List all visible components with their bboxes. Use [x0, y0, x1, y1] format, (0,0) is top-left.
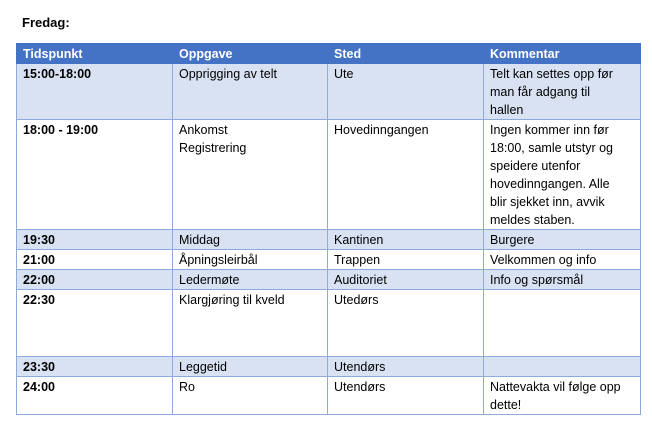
- time-cell: 19:30: [17, 230, 173, 250]
- comment-line: Info og spørsmål: [490, 273, 584, 287]
- task-cell: [173, 64, 328, 120]
- comment-line: meldes staben.: [490, 213, 575, 227]
- task-line: Middag: [179, 233, 220, 247]
- header-row: [17, 44, 641, 64]
- task-cell: [173, 120, 328, 230]
- comment-line: man får adgang til: [490, 85, 591, 99]
- task-line: Opprigging av telt: [179, 67, 277, 81]
- table-row: [17, 270, 641, 290]
- task-line: Ankomst: [179, 123, 228, 137]
- comment-line: 18:00, samle utstyr og: [490, 141, 613, 155]
- column-header-comment: Kommentar: [484, 44, 641, 64]
- comment-line: Ingen kommer inn før: [490, 123, 609, 137]
- comment-cell: [484, 120, 641, 230]
- time-cell: 21:00: [17, 250, 173, 270]
- task-line: Klargjøring til kveld: [179, 293, 285, 307]
- comment-line: Burgere: [490, 233, 535, 247]
- column-header-place: Sted: [328, 44, 484, 64]
- table-row: [17, 230, 641, 250]
- task-cell: [173, 290, 328, 357]
- table-row: [17, 120, 641, 230]
- time-cell: 15:00-18:00: [17, 64, 173, 120]
- comment-line: Telt kan settes opp før: [490, 67, 613, 81]
- table-row: [17, 250, 641, 270]
- comment-cell: [484, 270, 641, 290]
- comment-line: hovedinngangen. Alle: [490, 177, 610, 191]
- task-cell: [173, 377, 328, 415]
- comment-line: blir sjekket inn, avvik: [490, 195, 605, 209]
- column-header-time: Tidspunkt: [17, 44, 173, 64]
- schedule-table: [16, 43, 641, 415]
- task-line: Registrering: [179, 141, 247, 155]
- time-cell: 24:00: [17, 377, 173, 415]
- place-cell: Kantinen: [328, 230, 484, 250]
- time-cell: 18:00 - 19:00: [17, 120, 173, 230]
- task-line: Åpningsleirbål: [179, 253, 258, 267]
- table-row: [17, 290, 641, 357]
- place-cell: Ute: [328, 64, 484, 120]
- place-cell: Utendørs: [328, 377, 484, 415]
- place-cell: Hovedinngangen: [328, 120, 484, 230]
- task-cell: [173, 270, 328, 290]
- task-line: Leggetid: [179, 360, 227, 374]
- day-heading: Fredag:: [22, 15, 70, 30]
- comment-line: speidere utenfor: [490, 159, 581, 173]
- task-cell: [173, 250, 328, 270]
- time-cell: 22:30: [17, 290, 173, 357]
- time-cell: 22:00: [17, 270, 173, 290]
- table-row: [17, 377, 641, 415]
- comment-cell: [484, 64, 641, 120]
- place-cell: Auditoriet: [328, 270, 484, 290]
- comment-line: hallen: [490, 103, 524, 117]
- table-row: [17, 64, 641, 120]
- place-cell: Utedørs: [328, 290, 484, 357]
- comment-line: dette!: [490, 398, 522, 412]
- task-line: Ledermøte: [179, 273, 240, 287]
- table-row: [17, 357, 641, 377]
- comment-cell: [484, 377, 641, 415]
- task-cell: [173, 230, 328, 250]
- comment-cell: [484, 250, 641, 270]
- comment-line: Nattevakta vil følge opp: [490, 380, 621, 394]
- place-cell: Trappen: [328, 250, 484, 270]
- time-cell: 23:30: [17, 357, 173, 377]
- task-line: Ro: [179, 380, 195, 394]
- comment-cell: [484, 357, 641, 377]
- comment-cell: [484, 290, 641, 357]
- task-cell: [173, 357, 328, 377]
- comment-line: Velkommen og info: [490, 253, 597, 267]
- comment-cell: [484, 230, 641, 250]
- place-cell: Utendørs: [328, 357, 484, 377]
- column-header-task: Oppgave: [173, 44, 328, 64]
